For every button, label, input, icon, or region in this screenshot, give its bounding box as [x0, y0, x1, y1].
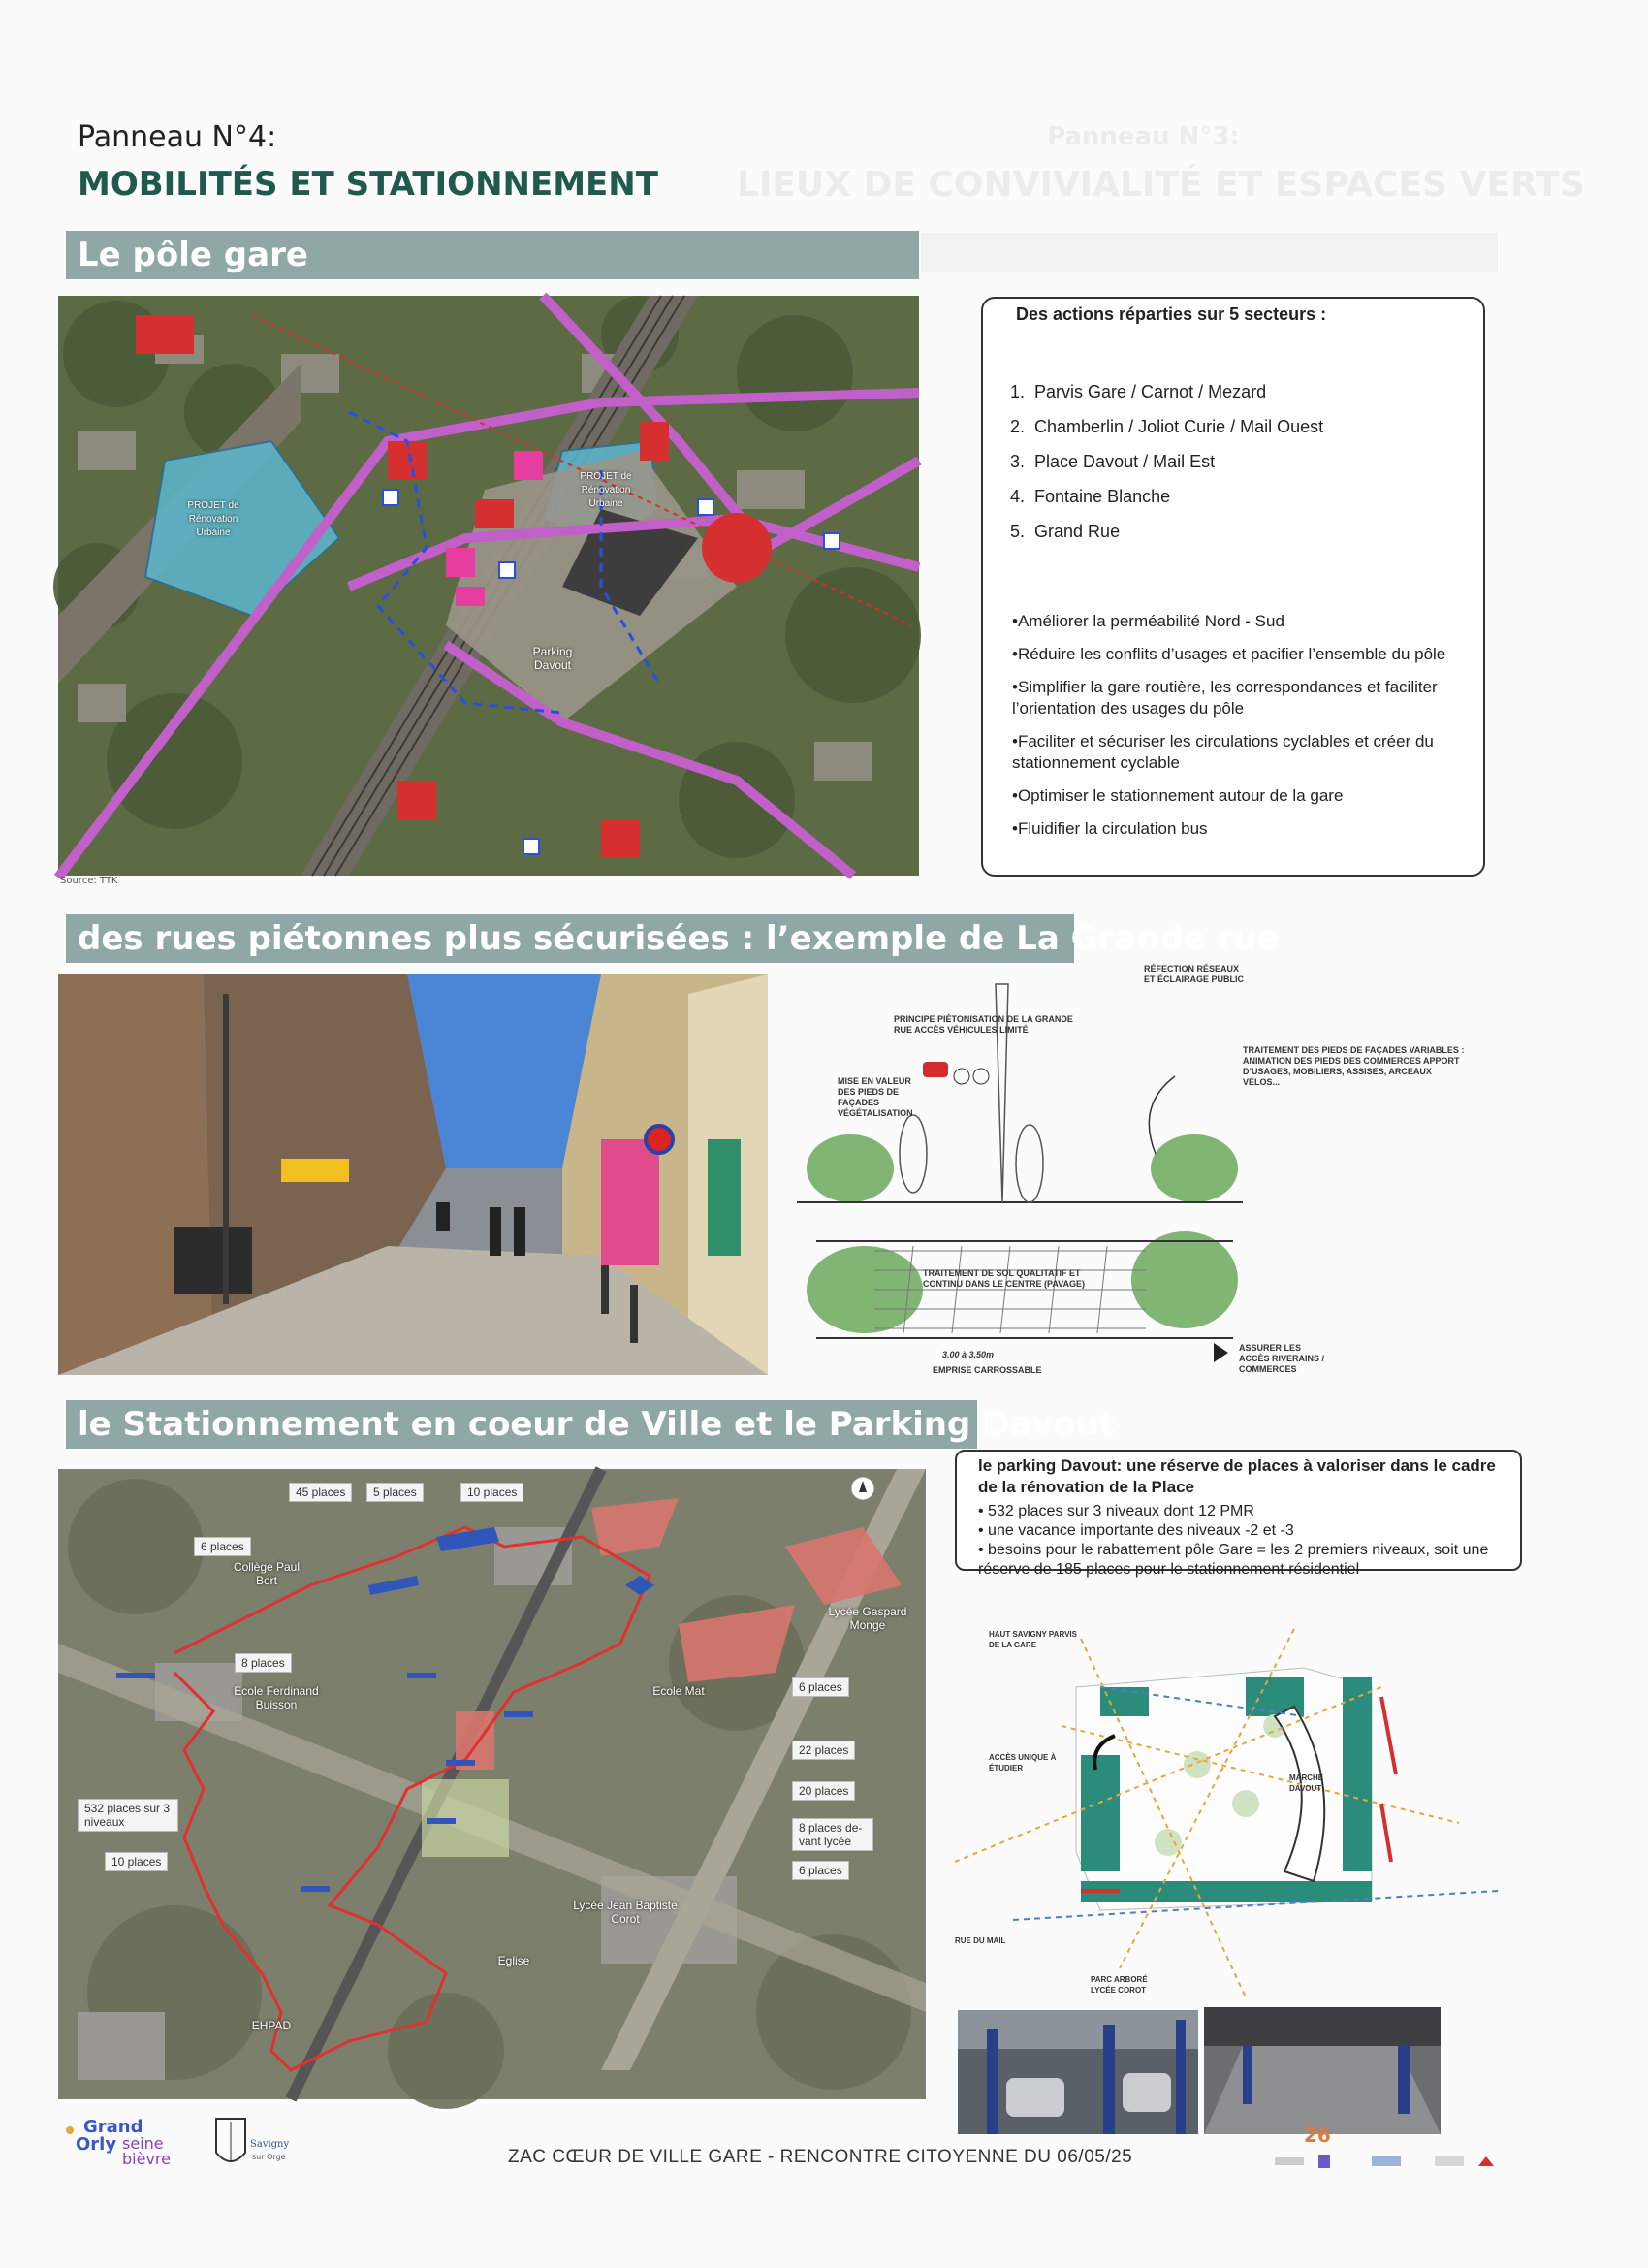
- plan-label-rue-mail: RUE DU MAIL: [955, 1936, 1006, 1945]
- map-label-projet-2: PROJET de Rénovation Urbaine: [580, 471, 632, 509]
- sketch-label-sol: TRAITEMENT DE SOL QUALITATIF ET CONTINU DANS LE CENTRE (PAVAGE): [923, 1268, 1086, 1289]
- plan-label-marche: MARCHÉ DAVOUT: [1289, 1773, 1324, 1793]
- action-bullet: •Faciliter et sécuriser les circulations cyclables et créer du stationnement cyclable: [1012, 732, 1434, 772]
- sketch-label-largeur: 3,00 à 3,50m: [942, 1350, 995, 1359]
- sector-item: 2. Chamberlin / Joliot Curie / Mail Ouest: [1010, 417, 1324, 436]
- action-bullet: •Réduire les conflits d’usages et pacifier l’ensemble du pôle: [1012, 645, 1446, 663]
- page-title: MOBILITÉS ET STATIONNEMENT: [78, 165, 658, 204]
- ghost-band: [921, 233, 1498, 272]
- map-label-ecole-mat: Ecole Mat: [652, 1684, 705, 1698]
- sketch-label-facades-var: TRAITEMENT DES PIEDS DE FAÇADES VARIABLES : ANIMATION DES PIEDS DES COMMERCES APPORT D’USAGES, MOBILIERS, ASSISES, ARCEAUX VÉLOS...: [1243, 1045, 1465, 1087]
- action-bullet: •Simplifier la gare routière, les correspondances et faciliter l’orientation des usages du pôle: [1012, 678, 1438, 718]
- sector-item: 4. Fontaine Blanche: [1010, 487, 1171, 506]
- section-band-rues-pietonnes: des rues piétonnes plus sécurisées : l’exemple de La Grande rue: [66, 914, 1074, 963]
- davout-bullet: • besoins pour le rabattement pôle Gare = les 2 premiers niveaux, soit une réserve de 185 places pour le stationnement résidentiel: [978, 1542, 1489, 1578]
- savigny-logo: Savigny sur Orge: [211, 2114, 289, 2177]
- sector-list: [1010, 374, 1323, 549]
- grand-orly-logo: Grand Orly seine bièvre: [66, 2117, 182, 2175]
- grande-rue-sketch: [797, 960, 1466, 1387]
- map-label-ehpad: EHPAD: [251, 2019, 292, 2032]
- grande-rue-photo: [58, 974, 768, 1375]
- map-label-projet-1: PROJET de Rénovation Urbaine: [187, 500, 239, 538]
- map-label-p22: 22 places: [792, 1741, 855, 1760]
- map-label-p10top: 10 places: [460, 1483, 523, 1502]
- map-source: Source: TTK: [60, 876, 118, 886]
- map-label-eglise: Eglise: [497, 1954, 530, 1967]
- actions-box: [981, 297, 1485, 877]
- ghost-panel-number: Panneau N°3:: [1047, 122, 1240, 151]
- sketch-label-facades-veg: MISE EN VALEUR DES PIEDS DE FAÇADES VÉGÉTALISATION: [838, 1076, 913, 1118]
- map-label-p6b: 6 places: [792, 1861, 849, 1880]
- map-label-college: Collège Paul Bert: [233, 1560, 301, 1587]
- davout-box: [955, 1450, 1522, 1578]
- parking-photo-2: [1204, 2007, 1441, 2134]
- sketch-label-reseaux: RÉFECTION RÉSEAUX ET ÉCLAIRAGE PUBLIC: [1144, 964, 1245, 984]
- davout-plan: [955, 1629, 1498, 2007]
- ghost-panel-title: LIEUX DE CONVIVIALITÉ ET ESPACES VERTS: [737, 165, 1585, 205]
- davout-title: le parking Davout: une réserve de places à valoriser dans le cadre de la rénovation de la Place: [978, 1456, 1496, 1496]
- actions-bullets: [1012, 611, 1468, 840]
- section-band-pole-gare: Le pôle gare: [66, 231, 919, 279]
- sector-item: 5. Grand Rue: [1010, 522, 1121, 541]
- plan-label-haut: HAUT SAVIGNY PARVIS DE LA GARE: [989, 1630, 1077, 1649]
- sector-item: 1. Parvis Gare / Carnot / Mezard: [1010, 382, 1267, 401]
- plan-label-parc: PARC ARBORÉ LYCÉE COROT: [1091, 1975, 1148, 1995]
- map-label-p6a: 6 places: [792, 1677, 849, 1697]
- sector-item: 3. Place Davout / Mail Est: [1010, 452, 1216, 471]
- davout-bullet: • 532 places sur 3 niveaux dont 12 PMR: [978, 1503, 1254, 1519]
- sketch-label-principe: PRINCIPE PIÉTONISATION DE LA GRANDE RUE ACCÈS VÉHICULES LIMITÉ: [894, 1014, 1073, 1035]
- map-label-ecole-ferdinand: École Ferdinand Buisson: [234, 1684, 319, 1711]
- map-label-p45: 45 places: [289, 1483, 352, 1502]
- section-band-stationnement: le Stationnement en coeur de Ville et le Parking Davout: [66, 1400, 977, 1449]
- panel-number: Panneau N°4:: [78, 120, 277, 154]
- logo-dot: [66, 2126, 74, 2134]
- parking-photo-1: [958, 2010, 1198, 2134]
- map-label-p8: 8 places: [235, 1653, 292, 1673]
- pole-gare-map: [58, 296, 919, 876]
- footer-text: ZAC CŒUR DE VILLE GARE - RENCONTRE CITOYENNE DU 06/05/25: [508, 2147, 1133, 2167]
- map-label-p6left: 6 places: [194, 1537, 251, 1556]
- map-label-p8lycee: 8 places de-vant lycée: [792, 1818, 873, 1851]
- map-label-p10left: 10 places: [105, 1852, 168, 1871]
- actions-title: Des actions réparties sur 5 secteurs :: [1016, 304, 1327, 324]
- action-bullet: •Fluidifier la circulation bus: [1012, 819, 1208, 838]
- plan-label-acces-unique: ACCÈS UNIQUE À ÉTUDIER: [989, 1753, 1057, 1773]
- davout-bullets: [978, 1502, 1516, 1580]
- action-bullet: •Améliorer la perméabilité Nord - Sud: [1012, 612, 1284, 630]
- footer-page-number: 26: [1304, 2124, 1331, 2147]
- partner-logos: [1275, 2153, 1498, 2172]
- action-bullet: •Optimiser le stationnement autour de la gare: [1012, 786, 1344, 805]
- stationnement-map: [58, 1469, 926, 2099]
- map-label-p532: 532 places sur 3 niveaux: [78, 1799, 178, 1832]
- map-label-parking-davout: Parking Davout: [532, 645, 573, 672]
- map-label-lycee-jean: Lycée Jean Baptiste Corot: [573, 1899, 678, 1926]
- sketch-label-emprise: EMPRISE CARROSSABLE: [933, 1365, 1042, 1375]
- davout-bullet: • une vacance importante des niveaux -2 et -3: [978, 1522, 1294, 1539]
- map-label-lycee-gaspard: Lycée Gaspard Monge: [828, 1605, 907, 1632]
- map-label-p5: 5 places: [366, 1483, 424, 1502]
- map-label-p20: 20 places: [792, 1781, 855, 1801]
- sketch-label-acces: ASSURER LES ACCÈS RIVERAINS / COMMERCES: [1239, 1343, 1325, 1374]
